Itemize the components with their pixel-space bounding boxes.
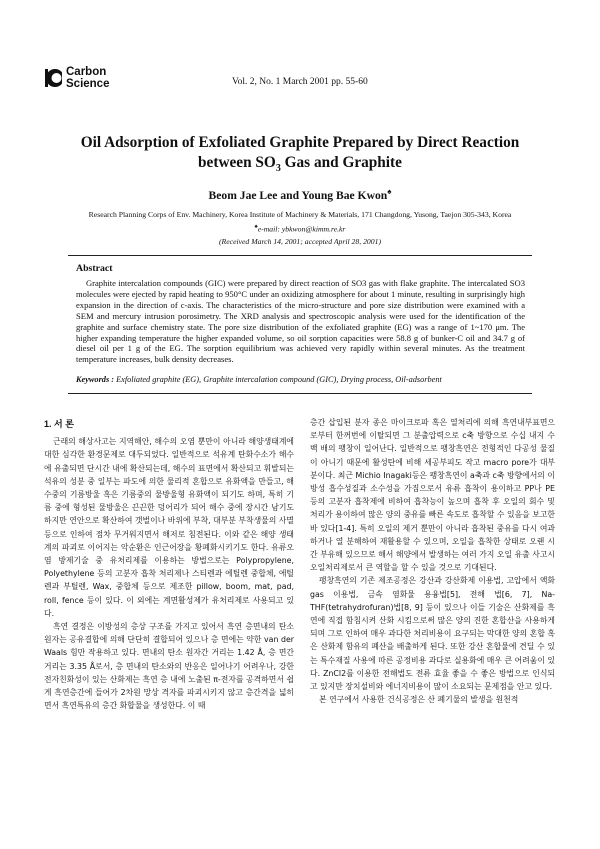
section-heading-introduction: 1. 서 론 xyxy=(44,419,74,429)
right-paragraph-2: 팽창흑연의 기존 제조공정은 강산과 강산화제 이용법, 고압에서 액화 gas 이용법, 금속 염화물 용융법[5], 전해 법[6, 7], Na-THF(tetrahydrofuran)법[8, 9] 등이 있으나 이들 기술은 산화제를 흑연에 직접 함침시켜 산화 시킴으로써 많은 양의 진한 혼합산을 사용하게 되며 그로 인하여 매우 과다한 처리비용이 요구되는 막대한 양의 혼합 혹은 산화제 함유의 폐산을 배출하게 된다. 또한 강산 혼합물에 견딜 수 있는 특수재질 사용에 따른 공정비용 과다로 실용화에 매우 큰 어려움이 있다. ZnCl2를 이용한 전해법도 전류 효율 좋을 수 좋은 방법으로 인식되고 있지만 장치설비와 에너지비용이 많이 소요되는 문제점을 안고 있다. xyxy=(310,576,555,692)
title-line-2-pre: between SO xyxy=(198,154,276,171)
logo-line-2: Science xyxy=(66,78,110,90)
logo-line-1: Carbon xyxy=(66,66,107,78)
left-paragraph-1: 근래의 해상사고는 지역해안, 해수의 오염 뿐만이 아니라 해양생태계에 대한 심각한 환경문제로 대두되었다. 일반적으로 석유계 탄화수소가 해수에 유출되면 단시간 내에 확산되는데, 해수의 표면에서 확산되고 휘발되는 석유의 성분 중 일부는 파도에 의한 물리적 혼합으로 유화액을 만들고, 해수중의 기름방울 혹은 기름중의 물방울형 유화액이 되기도 하며, 특히 기름 중에 형성된 물방울은 끈끈한 덩어리가 되어 해수 중에 장시간 남기도 하지만 연안으로 확산하여 갯벌이나 바위에 부착, 대부분 부착생물의 사멸 등으로 인하여 점차 무거워지면서 해저로 침전된다. 이와 같은 해양 생태계의 파괴로 이어지는 악순환은 인근어장을 황폐화시키기도 한다. 유류오염 방제기술 중 유처리제를 이용하는 방법으로는 Polypropylene, Polyethylene 등의 고분자 흡착 처리제나 스티렌과 에틸렌 중합체, 에틸렌과 부틸렌, Wax, 중합체 등으로 제조한 pillow, boom, mat, pad, roll, fence 등이 있다. 이 외에는 계면활성제가 유처리제로 사용되고 있다. xyxy=(44,437,294,618)
keywords-label: Keywords : xyxy=(76,375,115,384)
institute: Research Planning Corps of Env. Machinery, Korea Institute of Machinery & Materials, 171 Changdong, Yusong, Taejon 305-343, Korea xyxy=(88,210,512,219)
title-line-2 xyxy=(40,153,560,179)
title-line-1: Oil Adsorption of Exfoliated Graphite Prepared by Direct Reaction xyxy=(80,134,520,151)
carbon-science-logo-icon xyxy=(44,67,62,89)
title-line-2-post: Gas and Graphite xyxy=(280,154,402,171)
author-names: Beom Jae Lee and Young Bae Kwon xyxy=(208,188,388,202)
abstract-bottom-rule xyxy=(68,393,532,394)
right-paragraph-3: 본 연구에서 사용한 건식공정은 산 폐기물의 발생을 원천적 xyxy=(319,695,519,705)
email-marker: ♠ xyxy=(254,224,258,230)
journal-info: Vol. 2, No. 1 March 2001 pp. 55-60 xyxy=(232,77,368,87)
right-paragraph-1: 층간 삽입된 분자 종은 마이크로파 혹은 열처리에 의해 흑연내부표면으로부터 한꺼번에 이탈되면 그 분출압력으로 c축 방향으로 수십 내지 수백 배의 팽창이 일어난다. 일반적으로 팽창흑연은 전형적인 다공성 물질이 아니기 때문에 활성탄에 비해 세공부피도 작고 macro pore가 대부분이다. 최근 Michio Inagaki등은 팽창흑연이 a축과 c축 방향에서의 이방성 흡수성질과 소수성을 가짐으로서 유류 흡착이 용이하고 PP나 PE 등의 고분자 흡착제에 비하여 흡착능이 높으며 흡착 후 오일의 회수 및 처리가 용이하여 많은 양의 중유를 빠른 속도로 흡착할 수 있음을 보고한 바 있다[1-4]. 특히 오일의 제거 뿐만이 아니라 흡착된 중유를 다시 여과하거나 열 분해하여 재활용할 수 있으며, 오일을 흡착한 상태로 오랜 시간 부유해 있으므로 해서 해양에서 발생하는 여러 가지 오일 유출 사고시 오일처리제로서 큰 역할을 할 수 있을 것으로 기대된다. xyxy=(310,418,555,573)
left-paragraph-2: 흑연 결정은 이방성의 층상 구조를 가지고 있어서 흑연 층면내의 탄소원자는 공유결합에 의해 단단히 결합되어 있으나 층 면에는 약한 van der Waals 힘만 작용하고 있다. 면내의 탄소 원자간 거리는 1.42 Å, 층 면간 거리는 3.35 Å로서, 층 면내의 탄소와의 반응은 일어나기 어려우나, 강한 전자친화성이 있는 산화제는 흑연 층 내에 노출된 π-전자를 공격하면서 쉽게 흑연층간에 들어가 2차원 망상 격자를 파괴시키지 않고 층간격을 넓히면서 흑연특유의 층간 화합물을 생성한다. 이 때 xyxy=(44,622,294,711)
affiliation xyxy=(40,209,560,248)
abstract-top-rule xyxy=(68,255,532,256)
abstract-text: Graphite intercalation compounds (GIC) were prepared by direct reaction of SO3 gas with flake graphite. The intercalated SO3 molecules were ejected by rapid heating to 950°C under an oxidizing atmosphere for about 1 minute, resulting in surprisingly high expansion in the direction of c-axis. The characteristics of the micro-structure and pore size distribution were examined with a SEM and mercury intrusion porosimetry. The XRD analysis and spectroscopic analysis were used for the identification of the graphite and surface chemistry state. The pore size distribution of the exfoliated graphite (EG) was a range of 1~170 μm. The higher expanding temperature the higher expanded volume, so oil sorption capacities were 58.8 g of bunker-C oil and 34.7 g of diesel oil per 1 g of the EG. The sorption equilibrium was achieved very rapidly within several minutes. As the treatment temperature increases, bulk density decreases. xyxy=(76,278,525,365)
authors xyxy=(40,187,560,202)
corresponding-marker: ♠ xyxy=(387,187,392,196)
keywords xyxy=(76,375,525,384)
keywords-text: Exfoliated graphite (EG), Graphite intercalation compound (GIC), Drying process, Oil-adsorbent xyxy=(114,375,442,384)
journal-logo xyxy=(44,66,109,90)
title-subscript: 3 xyxy=(275,163,281,175)
body-right-column xyxy=(310,416,555,706)
abstract-heading: Abstract xyxy=(76,263,113,274)
email-line xyxy=(40,221,560,236)
paper-title xyxy=(40,133,560,179)
email: e-mail: ybkwon@kimm.re.kr xyxy=(257,224,346,234)
body-left-column xyxy=(44,418,294,712)
received-dates: (Received March 14, 2001; accepted April 28, 2001) xyxy=(218,236,382,246)
